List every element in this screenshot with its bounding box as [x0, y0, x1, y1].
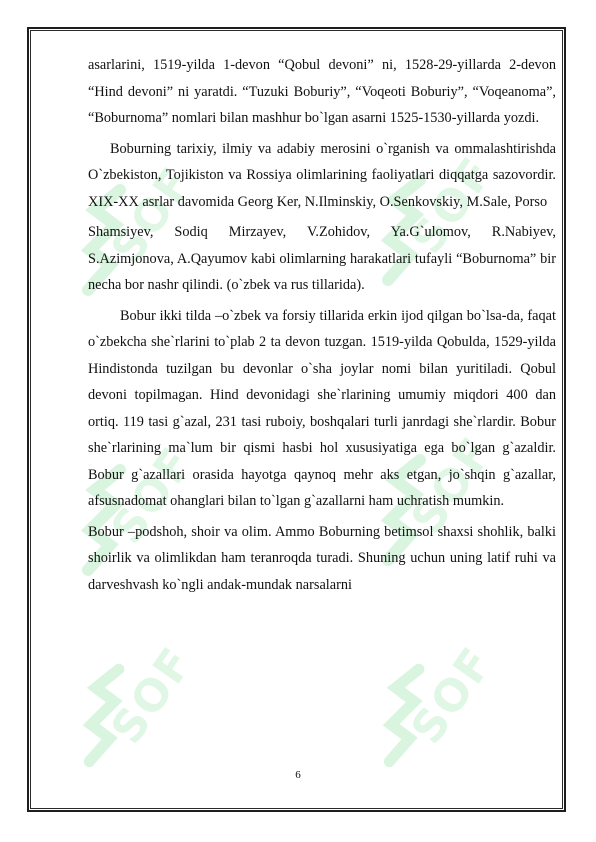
paragraph: Shamsiyev, Sodiq Mirzayev, V.Zohidov, Ya.G`ulomov, R.Nabiyev, S.Azimjonova, A.Qayumov kabi olimlarning harakatlari tufayli “Boburnoma” bir necha bor nashr qilindi. (o`zbek va rus tillarida). [88, 224, 556, 293]
watermark-text: SOF [101, 157, 204, 274]
watermark-text: SOF [401, 637, 504, 754]
paragraph: asarlarini, 1519-yilda 1-devon “Qobul devoni” ni, 1528-29-yillarda 2-devon “Hind devoni” ni yaratdi. “Tuzuki Boburiy”, “Voqeoti Boburiy”, “Voqeanoma”, “Boburnoma” nomlari bilan mashhur bo`lgan asarni 1525-1530-yillarda yozdi. [88, 57, 556, 126]
watermark-text: SOF [101, 637, 204, 754]
page-number: 6 [295, 769, 301, 781]
paragraph: Bobur ikki tilda –o`zbek va forsiy tillarida erkin ijod qilgan bo`lsa-da, faqat o`zbekcha she`rlarini to`plab 2 ta devon tuzgan. 1519-yilda Qobulda, 1529-yilda Hindistonda tuzilgan bu devonlar o`sha joylar nomi bilan yuritiladi. Qobul devoni topilmagan. Hind devonidagi she`rlarining umumiy miqdori 400 dan ortiq. 119 tasi g`azal, 231 tasi ruboiy, boshqalari turli janrdagi she`rlardir. Bobur she`rlarining ma`lum bir qismi hasbi hol xususiyatiga ega bo`lgan g`azaldir. Bobur g`azallari orasida hayotga qaynoq mehr aks etgan, jo`shqin g`azallar, afsusnadomat ohanglari bilan to`lgan g`azallarni ham uchratish mumkin. [88, 307, 556, 509]
watermark-text: SOF [401, 427, 504, 544]
paragraph: Boburning tarixiy, ilmiy va adabiy merosini o`rganish va ommalashtirishda O`zbekiston, Tojikiston va Rossiya olimlarining faoliyatlari diqqatga sazovordir. XIX-XX asrlar davomida Georg Ker, N.Ilminskiy, O.Senkovskiy, M.Sale, Porso [88, 140, 556, 210]
document-body [88, 52, 556, 602]
watermark-text: SOF [101, 437, 204, 554]
watermark-text: SOF [401, 147, 504, 264]
paragraph: Bobur –podshoh, shoir va olim. Ammo Boburning betimsol shaxsi shohlik, balki shoirlik va olimlikdan ham teranroqda turadi. Shuning uchun uning latif ruhi va darveshvash ko`ngli andak-mundak narsalarni [88, 523, 556, 593]
